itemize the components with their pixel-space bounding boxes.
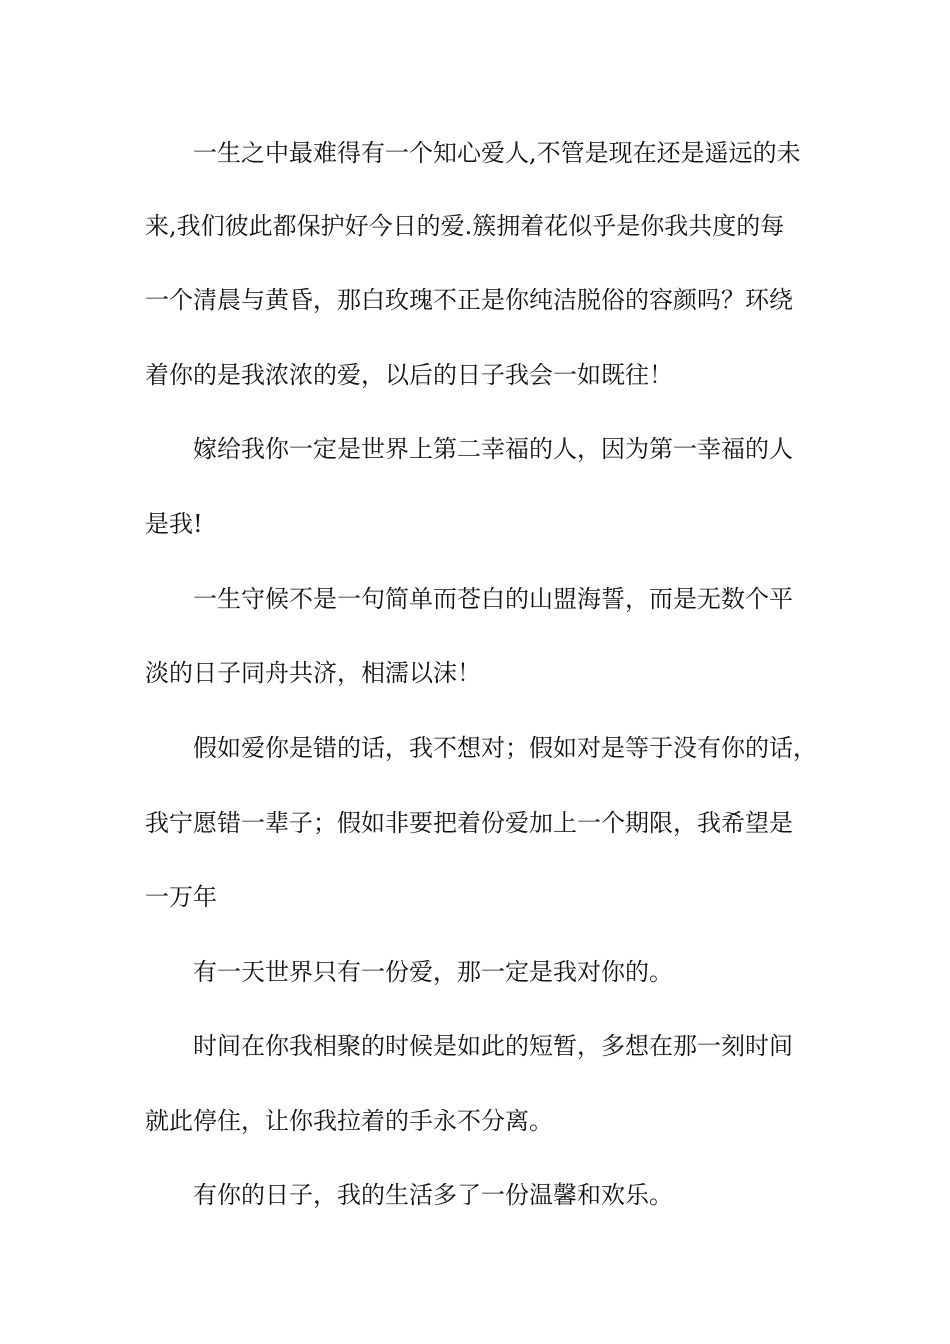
paragraph-4-line-1: 假如爱你是错的话，我不想对；假如对是等于没有你的话，	[193, 734, 817, 762]
paragraph-4-line-3: 一万年	[145, 883, 217, 911]
paragraph-7-line-1: 有你的日子，我的生活多了一份温馨和欢乐。	[193, 1181, 673, 1209]
paragraph-5-line-1: 有一天世界只有一份爱，那一定是我对你的。	[193, 958, 673, 986]
paragraph-4-line-2: 我宁愿错一辈子；假如非要把着份爱加上一个期限，我希望是	[145, 809, 793, 837]
paragraph-6-line-1: 时间在你我相聚的时候是如此的短暂，多想在那一刻时间	[193, 1032, 793, 1060]
paragraph-1-line-1: 一生之中最难得有一个知心爱人,不管是现在还是遥远的未	[193, 139, 801, 167]
paragraph-2-line-1: 嫁给我你一定是世界上第二幸福的人，因为第一幸福的人	[193, 435, 793, 463]
paragraph-3-line-2: 淡的日子同舟共济，相濡以沫！	[145, 659, 481, 687]
paragraph-1-line-3: 一个清晨与黄昏，那白玫瑰不正是你纯洁脱俗的容颜吗？环绕	[145, 286, 793, 314]
paragraph-6-line-2: 就此停住，让你我拉着的手永不分离。	[145, 1107, 553, 1135]
paragraph-2-line-2: 是我!	[145, 510, 203, 538]
paragraph-3-line-1: 一生守候不是一句简单而苍白的山盟海誓，而是无数个平	[193, 585, 793, 613]
paragraph-1-line-4: 着你的是我浓浓的爱，以后的日子我会一如既往！	[145, 361, 673, 389]
paragraph-1-line-2: 来,我们彼此都保护好今日的爱.簇拥着花似乎是你我共度的每	[145, 212, 785, 240]
